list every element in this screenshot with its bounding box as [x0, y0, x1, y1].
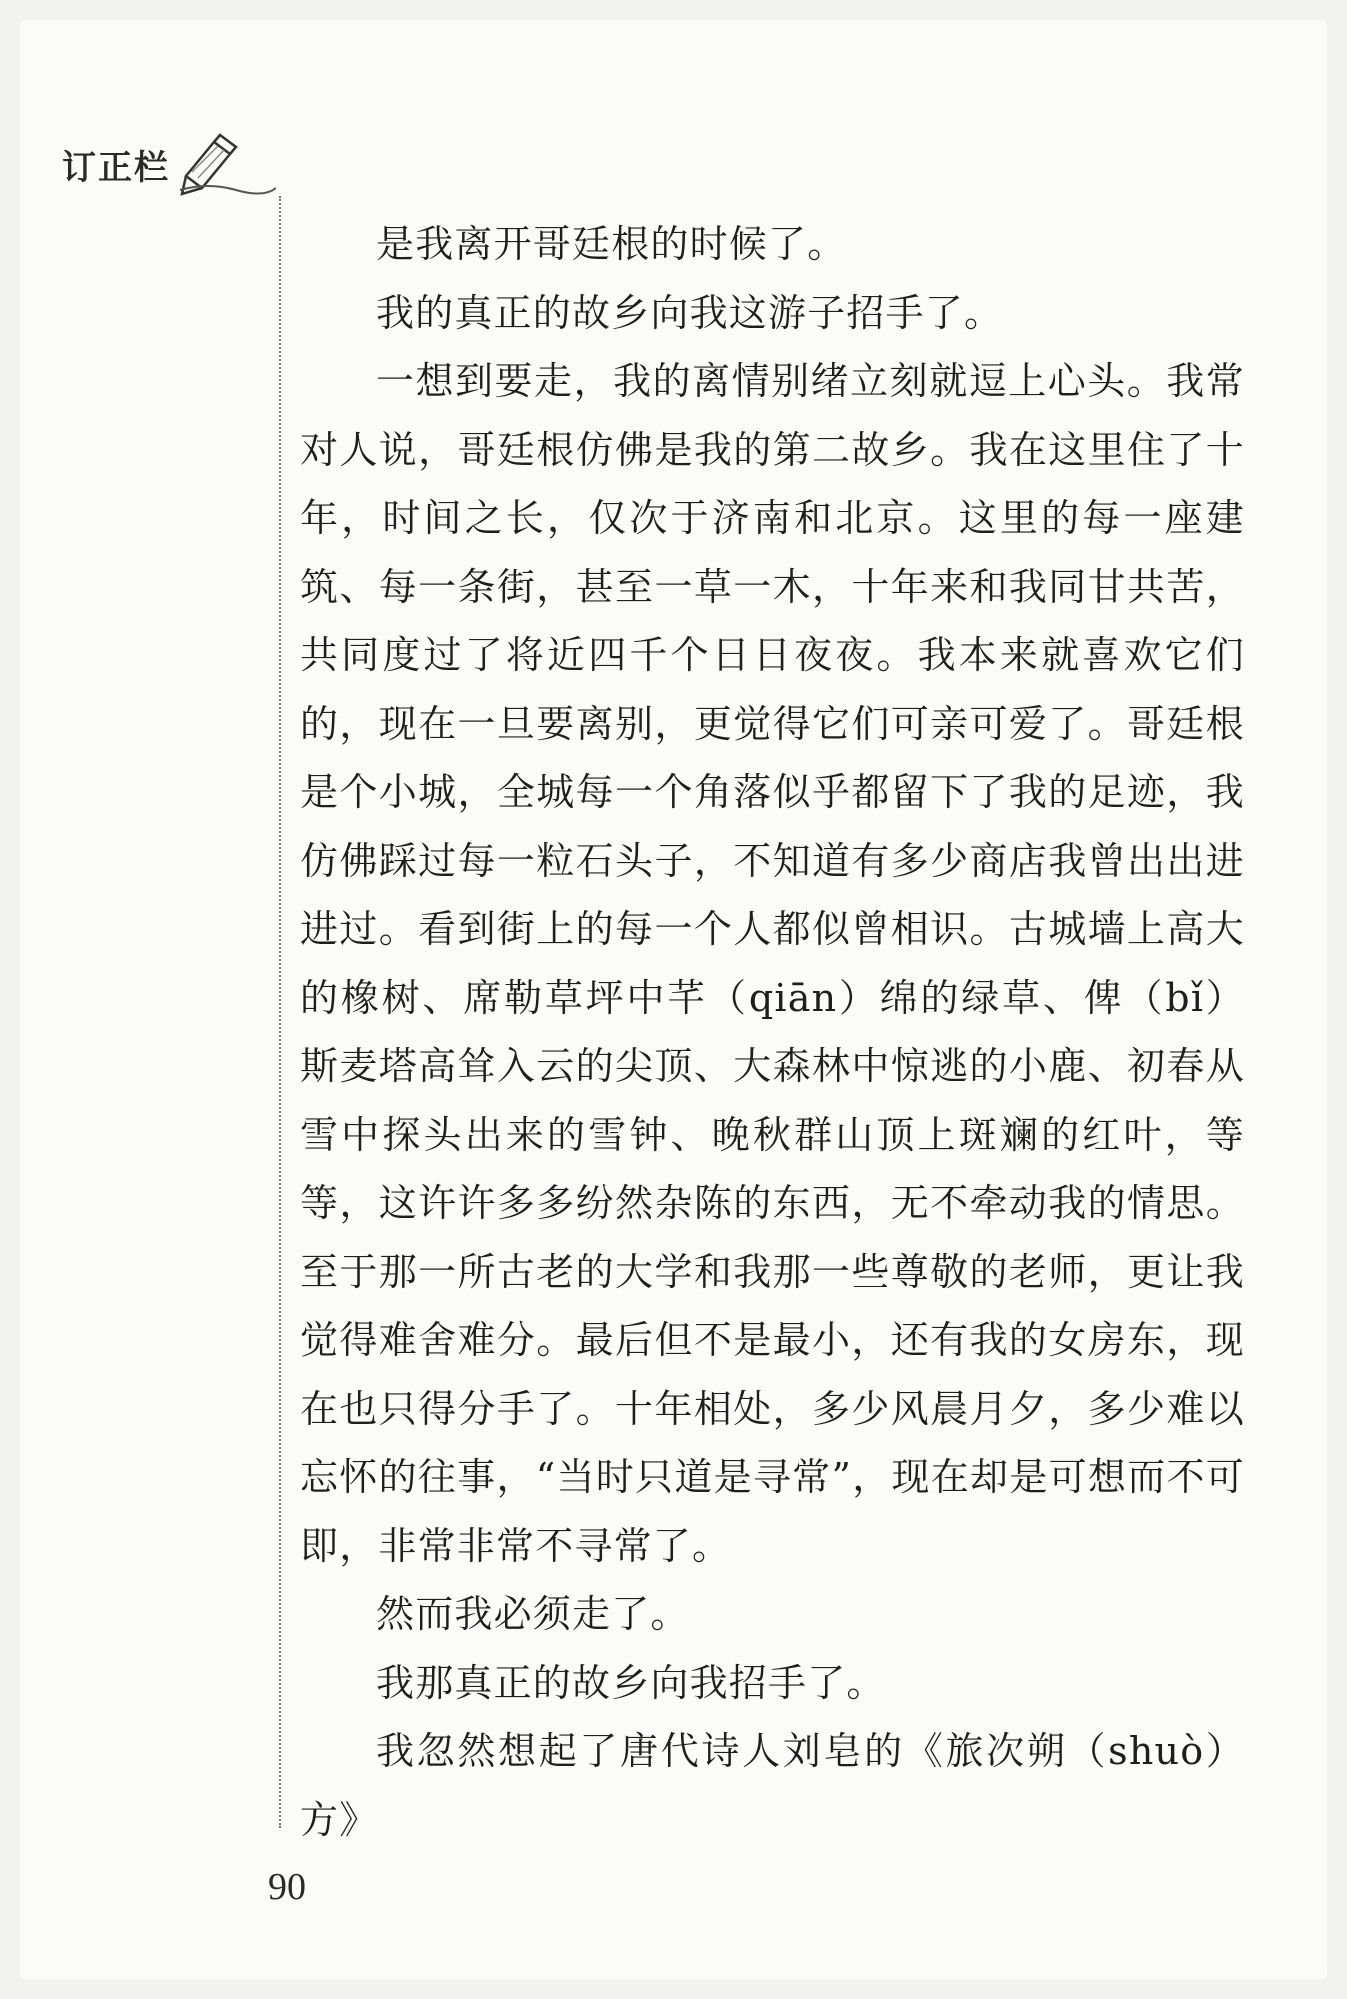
body-text [300, 210, 1245, 1854]
correction-column-title: 订正栏 [62, 148, 170, 188]
paragraph-3: 一想到要走，我的离情别绪立刻就逗上心头。我常对人说，哥廷根仿佛是我的第二故乡。我在这里住了十年，时间之长，仅次于济南和北京。这里的每一座建筑、每一条街，甚至一草一木，十年来和我同甘共苦，共同度过了将近四千个日日夜夜。我本来就喜欢它们的，现在一旦要离别，更觉得它们可亲可爱了。哥廷根是个小城，全城每一个角落似乎都留下了我的足迹，我仿佛踩过每一粒石头子，不知道有多少商店我曾出出进进过。看到街上的每一个人都似曾相识。古城墙上高大的橡树、席勒草坪中芊（qiān）绵的绿草、俾（bǐ）斯麦塔高耸入云的尖顶、大森林中惊逃的小鹿、初春从雪中探头出来的雪钟、晚秋群山顶上斑斓的红叶，等等，这许许多多纷然杂陈的东西，无不牵动我的情思。至于那一所古老的大学和我那一些尊敬的老师，更让我觉得难舍难分。最后但不是最小，还有我的女房东，现在也只得分手了。十年相处，多少风晨月夕，多少难以忘怀的往事，“当时只道是寻常”，现在却是可想而不可即，非常非常不寻常了。 [300, 359, 1245, 1568]
paragraph-6: 我忽然想起了唐代诗人刘皂的《旅次朔（shuò）方》 [300, 1729, 1245, 1842]
margin-dotted-rule [279, 196, 281, 1828]
paragraph-2: 我的真正的故乡向我这游子招手了。 [376, 290, 1004, 335]
paragraph-5: 我那真正的故乡向我招手了。 [376, 1660, 886, 1705]
paragraph-1: 是我离开哥廷根的时候了。 [376, 222, 847, 266]
paragraph-4: 然而我必须走了。 [376, 1592, 690, 1636]
page-number: 90 [268, 1866, 306, 1908]
pencil-icon [178, 132, 276, 196]
